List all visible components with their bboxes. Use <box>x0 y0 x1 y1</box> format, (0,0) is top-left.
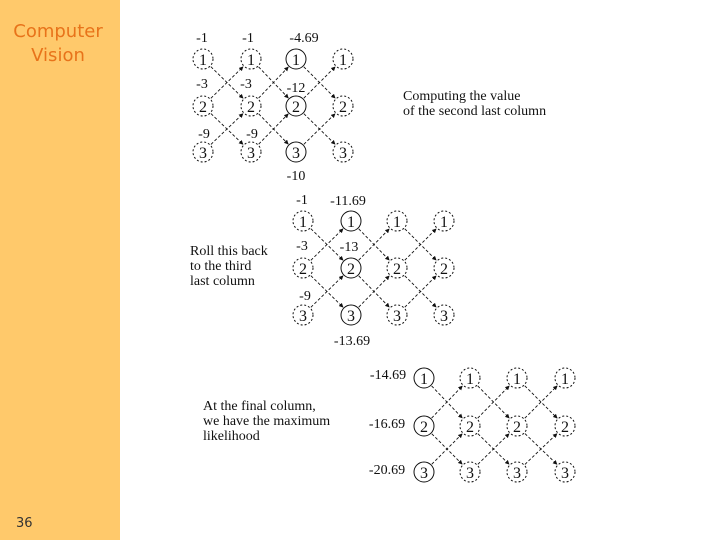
p1-caption-line-1: Computing the value <box>403 89 521 104</box>
p3-node-c4-s2-label: 2 <box>561 419 569 436</box>
p3-node-c3-s1-label: 1 <box>513 371 521 388</box>
p1-score-8: -9 <box>246 127 258 142</box>
p3-node-c1-s1-label: 1 <box>420 371 428 388</box>
p1-node-c4-s2-label: 2 <box>339 99 347 116</box>
p3-node-c4-s1-label: 1 <box>561 371 569 388</box>
p1-score-2: -1 <box>242 31 254 46</box>
p3-node-c2-s3-label: 3 <box>466 465 474 482</box>
p1-caption-line-2: of the second last column <box>403 104 547 119</box>
p3-node-c4-s3-label: 3 <box>561 465 569 482</box>
p3-node-c2-s2-label: 2 <box>466 419 474 436</box>
p1-node-c1-s1-label: 1 <box>199 52 207 69</box>
p1-node-c2-s3-label: 3 <box>247 145 255 162</box>
p1-node-c2-s1-label: 1 <box>247 52 255 69</box>
p1-node-c1-s2-label: 2 <box>199 99 207 116</box>
p3-node-c3-s2-label: 2 <box>513 419 521 436</box>
p1-node-c4-s3-label: 3 <box>339 145 347 162</box>
p1-score-9: -10 <box>286 169 306 184</box>
p2-score-4: -13 <box>339 240 359 255</box>
p1-node-c3-s3-label: 3 <box>292 145 300 162</box>
p2-score-3: -3 <box>296 239 308 254</box>
p2-node-c2-s3-label: 3 <box>347 308 355 325</box>
p3-score-1: -14.69 <box>369 368 407 383</box>
p2-score-6: -13.69 <box>333 334 371 349</box>
p3-caption-line-3: likelihood <box>203 429 260 444</box>
p2-node-c3-s1-label: 1 <box>393 214 401 231</box>
slide-title: Computer Vision <box>13 21 103 66</box>
page-number: 36 <box>16 516 33 531</box>
p2-node-c1-s1-label: 1 <box>299 214 307 231</box>
p3-score-3: -20.69 <box>368 463 406 478</box>
p2-node-c2-s1-label: 1 <box>347 214 355 231</box>
p2-node-c4-s1-label: 1 <box>440 214 448 231</box>
p3-node-c1-s2-label: 2 <box>420 419 428 436</box>
p2-caption-line-3: last column <box>190 274 255 289</box>
p1-node-c3-s2-label: 2 <box>292 99 300 116</box>
p1-score-3: -4.69 <box>289 31 319 46</box>
p2-caption-line-2: to the third <box>190 259 252 274</box>
p1-node-c3-s1-label: 1 <box>292 52 300 69</box>
p3-node-c2-s1-label: 1 <box>466 371 474 388</box>
p2-node-c4-s3-label: 3 <box>440 308 448 325</box>
p1-score-1: -1 <box>196 31 208 46</box>
p2-score-1: -1 <box>296 193 308 208</box>
p1-node-c4-s1-label: 1 <box>339 52 347 69</box>
p2-node-c1-s2-label: 2 <box>299 261 307 278</box>
p2-caption-line-1: Roll this back <box>190 244 268 259</box>
p3-caption-line-2: we have the maximum <box>203 414 331 429</box>
p1-score-5: -3 <box>240 77 252 92</box>
p1-node-c1-s3-label: 3 <box>199 145 207 162</box>
p2-node-c3-s3-label: 3 <box>393 308 401 325</box>
p1-score-6: -12 <box>286 81 306 96</box>
p3-node-c1-s3-label: 3 <box>420 465 428 482</box>
p3-score-2: -16.69 <box>368 417 406 432</box>
p2-node-c2-s2-label: 2 <box>347 261 355 278</box>
p1-score-4: -3 <box>196 77 208 92</box>
p2-score-5: -9 <box>299 289 311 304</box>
p3-caption-line-1: At the final column, <box>203 399 316 414</box>
p1-score-7: -9 <box>198 127 210 142</box>
p2-node-c3-s2-label: 2 <box>393 261 401 278</box>
p2-node-c1-s3-label: 3 <box>299 308 307 325</box>
p1-node-c2-s2-label: 2 <box>247 99 255 116</box>
p2-node-c4-s2-label: 2 <box>440 261 448 278</box>
p3-node-c3-s3-label: 3 <box>513 465 521 482</box>
p2-score-2: -11.69 <box>330 194 366 209</box>
